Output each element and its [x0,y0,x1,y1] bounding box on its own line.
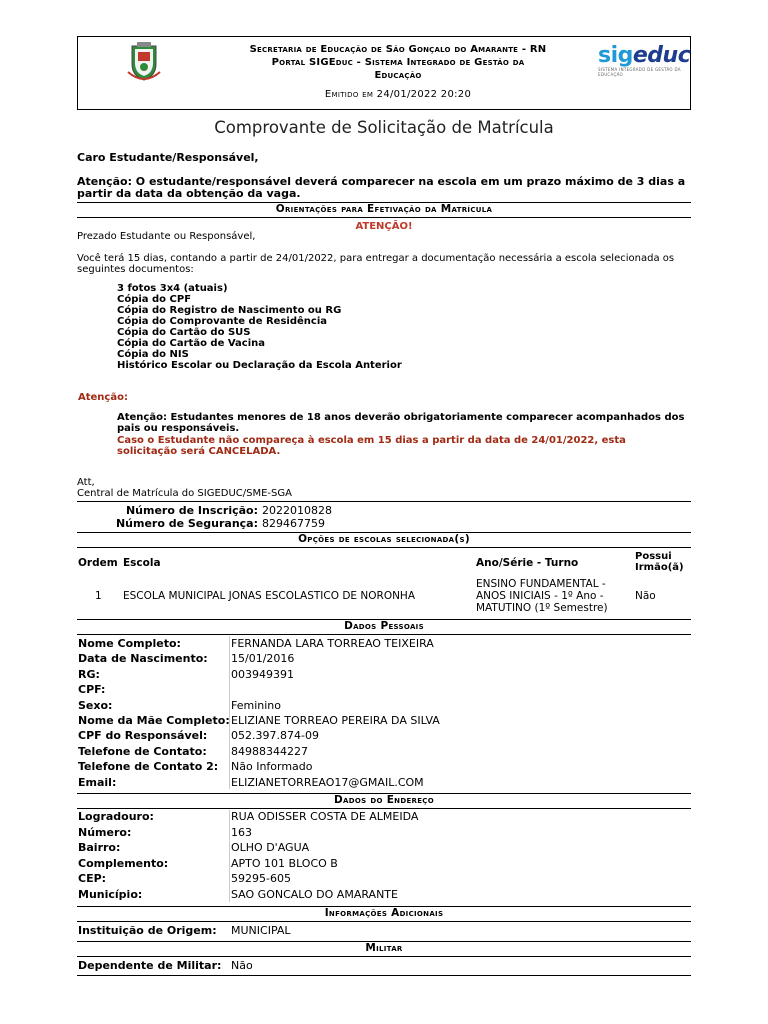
header-line-3: Educação [374,70,422,81]
adicionais-header: Informações Adicionais [77,906,691,922]
att-text: Att, [77,477,95,488]
field-value: RUA ODISSER COSTA DE ALMEIDA [231,810,419,823]
field-label: Nome Completo: [78,637,181,650]
list-item: Histórico Escolar ou Declaração da Escola Anterior [117,360,402,371]
greeting: Caro Estudante/Responsável, [77,151,259,164]
note-line-1: Atenção: Estudantes menores de 18 anos deverão obrigatoriamente comparecer acompanhados dos [117,412,685,423]
militar-header: Militar [77,941,691,957]
col-ano: Ano/Série - Turno [476,557,579,569]
militar-value: Não [231,959,253,972]
divider [229,810,230,902]
table-row-irmao: Não [635,590,656,602]
signature: Central de Matrícula do SIGEDUC/SME-SGA [77,488,292,499]
opcoes-header: Opções de escolas selecionada(s) [77,532,691,548]
prezado-text: Prezado Estudante ou Responsável, [77,231,256,242]
col-possui: Possui Irmão(ã) [635,551,684,573]
field-value: ELIZIANE TORREAO PEREIRA DA SILVA [231,714,440,727]
militar-label: Dependente de Militar: [78,959,222,972]
field-value: 84988344227 [231,744,308,758]
instituicao-label: Instituição de Origem: [78,924,217,937]
field-value: 15/01/2016 [231,652,295,666]
pessoais-header: Dados Pessoais [77,619,691,635]
list-item: 3 fotos 3x4 (atuais) [117,283,228,294]
warning-line-2: partir da data da obtenção da vaga. [77,187,301,200]
header-title [218,43,578,82]
col-escola: Escola [123,557,161,569]
field-value: Não Informado [231,760,313,774]
municipal-crest-icon [126,42,162,82]
field-label: Bairro: [78,841,121,855]
field-value: Feminino [231,698,281,712]
field-label: CEP: [78,872,107,886]
field-label: Telefone de Contato: [78,744,207,758]
seguranca-label: Número de Segurança: [115,517,258,530]
table-row-ano: ENSINO FUNDAMENTAL - ANOS INICIAIS - 1º Ano - MATUTINO (1º Semestre) [476,578,608,614]
emission-date: Emitido em 24/01/2022 20:20 [324,89,472,100]
field-value: APTO 101 BLOCO B [231,856,338,870]
table-row-escola: ESCOLA MUNICIPAL JONAS ESCOLASTICO DE NORONHA [123,590,416,602]
field-label: Sexo: [78,698,113,712]
seguranca-value: 829467759 [262,517,325,530]
field-label: CPF do Responsável: [78,729,208,743]
inscricao-label: Número de Inscrição: [125,504,258,517]
list-item: Cópia do NIS [117,349,189,360]
list-item: Cópia do Comprovante de Residência [117,316,327,327]
field-label: CPF: [78,683,106,697]
divider [229,636,230,789]
page-title: Comprovante de Solicitação de Matrícula [214,118,554,137]
documents-list [117,283,402,371]
list-item: Cópia do Cartão de Vacina [117,338,266,349]
atencao-label: Atenção: [78,392,128,403]
field-label: Email: [78,775,117,789]
field-value: 163 [231,825,252,839]
field-value: 59295-605 [231,872,291,886]
list-item: Cópia do CPF [117,294,192,305]
field-value: 052.397.874-09 [231,729,319,743]
intro-line-1: Você terá 15 dias, contando a partir de 24/01/2022, para entregar a documentação necessária a escola selecionada os [77,253,675,264]
field-value: ELIZIANETORREAO17@GMAIL.COM [231,775,424,789]
field-label: Telefone de Contato 2: [78,760,219,774]
cancel-line-2: solicitação será CANCELADA. [117,446,281,457]
list-item: Cópia do Cartão do SUS [117,327,251,338]
field-label: Município: [78,888,143,901]
orientacoes-header: Orientações para Efetivação da Matrícula [77,202,691,218]
field-value: 003949391 [231,667,294,681]
cancel-line-1: Caso o Estudante não compareça à escola em 15 dias a partir da data de 24/01/2022, esta [117,435,626,446]
field-value: FERNANDA LARA TORREAO TEIXEIRA [231,637,434,650]
endereco-header: Dados do Endereço [77,793,691,809]
atencao-heading: ATENÇÃO! [355,221,413,232]
field-value: OLHO D'AGUA [231,841,310,855]
col-ordem: Ordem [78,557,118,569]
divider [77,501,691,502]
field-value: SAO GONCALO DO AMARANTE [231,888,398,901]
field-label: Complemento: [78,856,169,870]
field-label: Número: [78,825,132,839]
list-item: Cópia do Registro de Nascimento ou RG [117,305,342,316]
field-label: Nome da Mãe Completo: [78,714,230,727]
header-line-2: Portal SIGEduc - Sistema Integrado de Gestão da [271,57,525,68]
field-label: Data de Nascimento: [78,652,208,666]
intro-line-2: seguintes documentos: [77,264,194,275]
table-row-ordem: 1 [95,590,102,602]
field-label: Logradouro: [78,810,154,823]
note-line-2: pais ou responsáveis. [117,423,240,434]
header-box [77,36,691,110]
instituicao-value: MUNICIPAL [231,924,291,937]
inscricao-value: 2022010828 [262,504,332,517]
header-line-1: Secretaria de Educação de São Gonçalo do Amarante - RN [249,44,547,55]
divider [77,975,691,976]
sigeduc-logo: sigeduc SISTEMA INTEGRADO DE GESTÃO DA EDUCAÇÃO [598,43,691,77]
field-label: RG: [78,667,100,681]
warning-line-1: Atenção: O estudante/responsável deverá comparecer na escola em um prazo máximo de 3 dias a [77,175,686,188]
